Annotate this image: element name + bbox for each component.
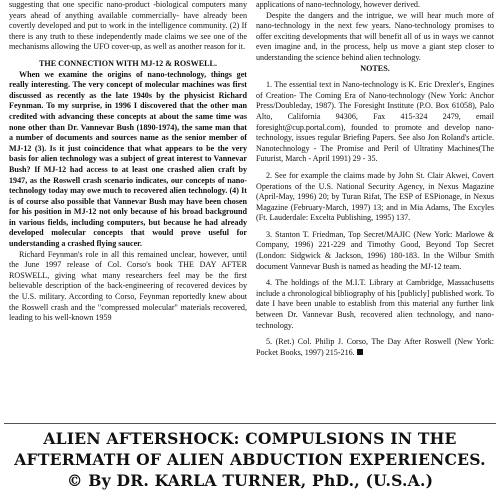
end-of-article-square-icon xyxy=(357,349,363,355)
next-article-title xyxy=(0,428,500,491)
right-intro-paragraph: applications of nano-technology, however derived. xyxy=(256,0,420,9)
section-divider xyxy=(4,423,496,424)
note-5 xyxy=(256,337,494,358)
section-heading: THE CONNECTION WITH MJ-12 & ROSWELL. xyxy=(39,58,217,68)
left-intro-paragraph: suggesting that one specific nano-product -biological computers many years ahead of anything available commercially- have already been covertly developed and put to work in the intelligence community. (2) If there is any truth to these independently made claims we see one of the mechanisms allowing the UFO cover-up, as well as another reason for it. xyxy=(9,0,247,52)
note-4: 4. The holdings of the M.I.T. Library at Cambridge, Massachusetts include a chronological bibliography of his [publicly] published work. To date I have been unable to establish from this material any further link between Dr. Vannevar Bush, recovered alien technology, and nano-technology. xyxy=(256,278,495,330)
left-paragraph-2: Richard Feynman's role in all this remained unclear, however, until the June 1997 release of Col. Corso's book THE DAY AFTER ROSWELL, giving what many researchers feel may be the first believable description of the back-engineering of recovered devices by the U.S. military. According to Corso, Feynman reportedly knew about the Roswell crash and the "compressed molecular" materials recovered, leading to his well-known 1959 xyxy=(9,249,247,323)
note-2: 2. See for example the claims made by John St. Clair Akwei, Covert Operations of the U.S. National Security Agency, in Nexus Magazine (April-May, 1996) 20; by Turan Rifat, The ESP of ESPionage, in Nexus Magazine (February-March, 1997) 13; and in Mia Adams, The Excyles (Ft. Lauderdale: Excelta Publishing, 1995) 137. xyxy=(256,170,494,223)
note-5-text: 5. (Ret.) Col. Philip J. Corso, The Day After Roswell (New York: Pocket Books, 1997) 215-216. xyxy=(256,337,494,357)
right-paragraph-1: Despite the dangers and the intrigue, we will hear much more of nano-technology in the next few years. Nano-technology promises to offer exciting developments that will benefit all of us in ways we cannot even imagine and, in the process, help us move a giant step closer to understanding the science behind alien technology. xyxy=(256,10,494,62)
left-paragraph-1: When we examine the origins of nano-technology, things get really interesting. The very concept of molecular machines was first discussed as recently as the late 1940s by the physicist Richard Feynman. To my surprise, in 1996 I discovered that the other man credited with advancing these concepts at about the same time was none other than Dr. Vannevar Bush (1890-1974), the same man that a number of documents and sources name as the senior member of MJ-12 (3). Is it just coincidence that what appears to be the very basis for alien technology was a subject of great interest to Vannevar Bush? If MJ-12 had access to at least one crashed alien craft by 1947, as the Roswell crash scenario indicates, our concepts of nano-technology today may owe much to recovered alien technology. (4) It is of course also possible that Vannevar Bush may have been chosen for his position in MJ-12 not only because of his broad background in various fields, including computers, but because he had already developed molecular concepts that would prove useful for understanding a crashed flying saucer. xyxy=(9,69,247,249)
footer-title-line-1: ALIEN AFTERSHOCK: COMPULSIONS IN THE xyxy=(43,429,457,448)
left-column xyxy=(9,0,247,324)
note-3: 3. Stanton T. Friedman, Top Secret/MAJIC (New York: Marlowe & Company, 1996) 221-229 and Timothy Good, Beyond Top Secret (London: Sidgwick & Jackson, 1996) 180-183. In the Wilbur Smith document Vannevar Bush is named as heading the MJ-12 team. xyxy=(256,229,494,271)
right-column xyxy=(256,0,494,358)
note-1: 1. The essential text in Nano-technology is K. Eric Drexler's, Engines of Creation- The Coming Era of Nano-technology (New York: Anchor Press/Doubleday, 1987). The Foresight Institute (P.O. Box 61058), Palo Alto, California 94306, Fax 415-324 2479, email foresight@cup.portal.com), founded to promote and develop nano-technology, issues regular Briefing Papers. See also Jon Roland's article. Nanotechnology - The Promise and Peril of Ultratiny Machines(The Futurist, March - April 1991) 29 - 35. xyxy=(256,80,494,164)
footer-byline: © By DR. KARLA TURNER, PhD., (U.S.A.) xyxy=(66,471,434,490)
notes-heading: NOTES. xyxy=(360,63,390,73)
footer-title-line-2: AFTERMATH OF ALIEN ABDUCTION EXPERIENCES. xyxy=(14,450,486,469)
